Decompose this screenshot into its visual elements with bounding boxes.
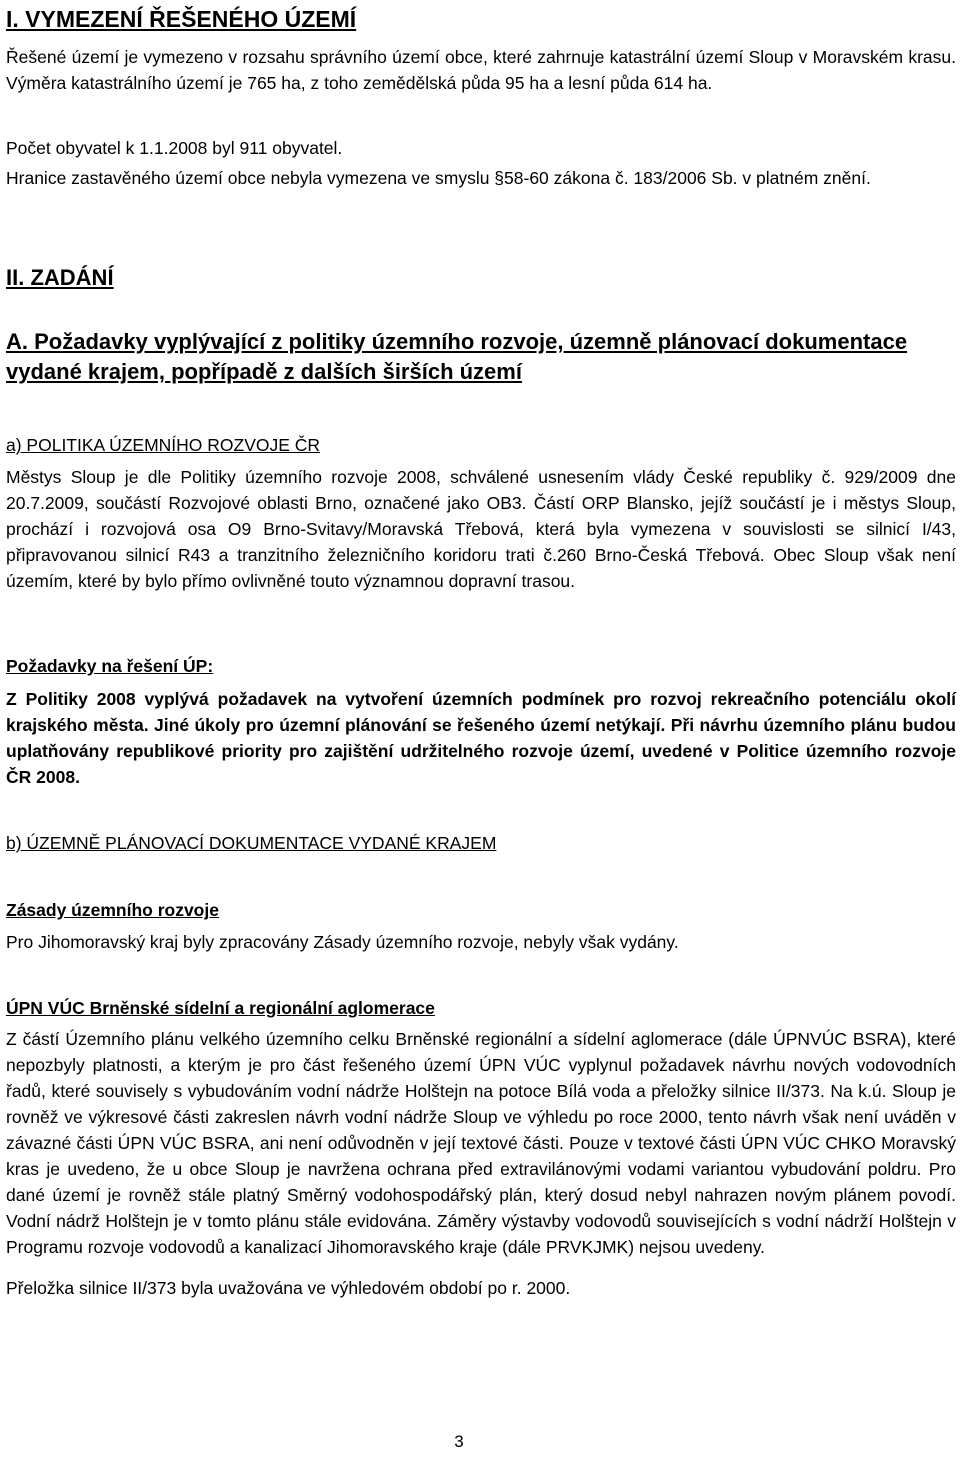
upn-vuc-label: ÚPN VÚC Brněnské sídelní a regionální aglomerace — [6, 998, 435, 1018]
zasady-text: Pro Jihomoravský kraj byly zpracovány Zásady územního rozvoje, nebyly však vydány. — [6, 932, 679, 952]
subheading-politika: a) POLITIKA ÚZEMNÍHO ROZVOJE ČR — [6, 435, 321, 455]
paragraph-population: Počet obyvatel k 1.1.2008 byl 911 obyvatel. — [6, 138, 343, 158]
subheading-upd-kraj: b) ÚZEMNĚ PLÁNOVACÍ DOKUMENTACE VYDANÉ KRAJEM — [6, 833, 497, 853]
page-number: 3 — [454, 1432, 464, 1451]
paragraph-boundary: Hranice zastavěného území obce nebyla vymezena ve smyslu §58-60 zákona č. 183/2006 Sb. v platném znění. — [6, 168, 871, 188]
zasady-label: Zásady územního rozvoje — [6, 900, 219, 920]
heading-requirements-a: A. Požadavky vyplývající z politiky územního rozvoje, územně plánovací dokumentace vydané krajem, popřípadě z dalších širších území — [6, 329, 908, 384]
preloz-text: Přeložka silnice II/373 byla uvažována ve výhledovém období po r. 2000. — [6, 1278, 571, 1298]
section-title-1: I. VYMEZENÍ ŘEŠENÉHO ÚZEMÍ — [6, 6, 357, 32]
section-title-2: II. ZADÁNÍ — [6, 265, 114, 290]
requirements-text: Z Politiky 2008 vyplývá požadavek na vytvoření územních podmínek pro rozvoj rekreačního potenciálu okolí krajského města. Jiné úkoly pro územní plánování se řešeného území netýkají. Při návrhu územního plánu budou uplatňovány republikové priority pro zajištění udržitelného rozvoje území, uvedené v Politice územního rozvoje ČR 2008. — [6, 689, 956, 787]
upn-vuc-text: Z částí Územního plánu velkého územního celku Brněnské regionální a sídelní aglomerace (dále ÚPNVÚC BSRA), které nepozbyly platnosti, a kterým je pro část řešeného území ÚPN VÚC vyplynul požadavek návrhu nových vodovodních řadů, které souvisely s vybudováním vodní nádrže Holštejn na potoce Bílá voda a přeložky silnice II/373. Na k.ú. Sloup je rovněž ve výkresové části zakreslen návrh vodní nádrže Sloup ve výhledu po roce 2000, tento návrh však není uváděn v závazné části ÚPN VÚC BSRA, ani není odůvodněn v její textové části. Pouze v textové části ÚPN VÚC CHKO Moravský kras je uvedeno, že u obce Sloup je navržena ochrana před extravilánovými vodami variantou vybudování poldru. Pro dané území je rovněž stále platný Směrný vodohospodářský plán, který dosud nebyl nahrazen novým plánem povodí. Vodní nádrž Holštejn je v tomto plánu stále evidována. Záměry výstavby vodovodů souvisejících s vodní nádrží Holštejn v Programu rozvoje vodovodů a kanalizací Jihomoravského kraje (dále PRVKJMK) nejsou uvedeny. — [6, 1029, 956, 1257]
paragraph-politika: Městys Sloup je dle Politiky územního rozvoje 2008, schválené usnesením vlády České republiky č. 929/2009 dne 20.7.2009, součástí Rozvojové oblasti Brno, označené jako OB3. Částí ORP Blansko, jejíž součástí je i městys Sloup, prochází i rozvojová osa O9 Brno-Svitavy/Moravská Třebová, která byla vymezena v souvislosti se silnicí I/43, připravovanou silnicí R43 a tranzitního železničního koridoru trati č.260 Brno-Česká Třebová. Obec Sloup však není územím, které by bylo přímo ovlivněné touto významnou dopravní trasou. — [6, 467, 956, 591]
paragraph-area: Řešené území je vymezeno v rozsahu správního území obce, které zahrnuje katastrální území Sloup v Moravském krasu. Výměra katastrálního území je 765 ha, z toho zemědělská půda 95 ha a lesní půda 614 ha. — [6, 47, 956, 93]
requirements-label: Požadavky na řešení ÚP: — [6, 656, 214, 676]
